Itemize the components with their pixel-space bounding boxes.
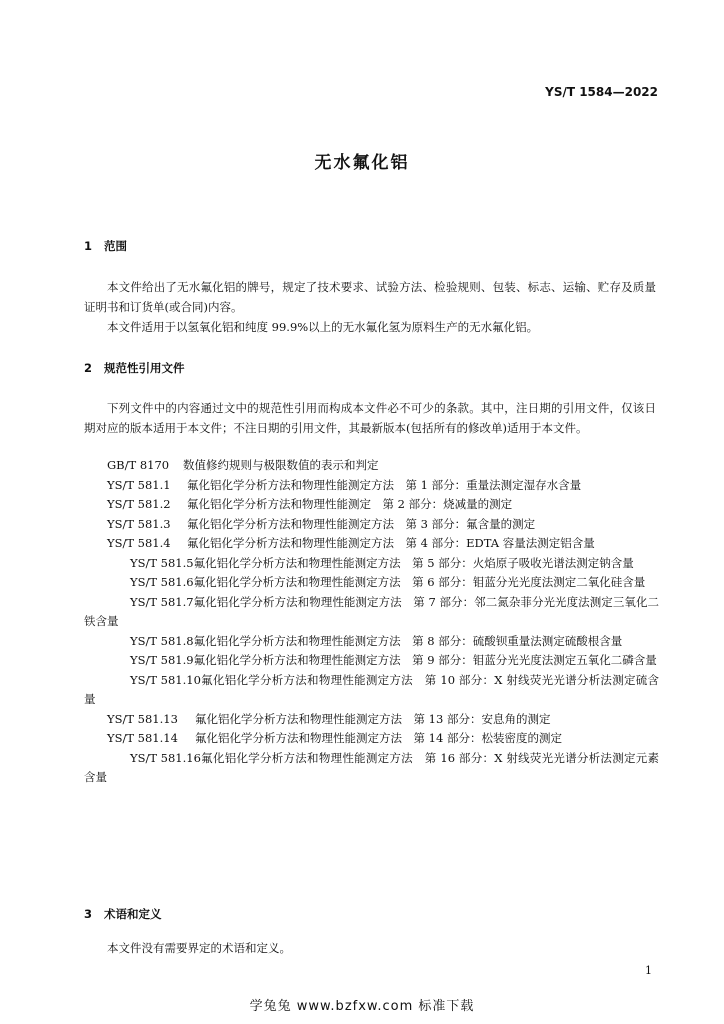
reference-code: YS/T 581.6	[130, 575, 194, 589]
reference-item	[84, 710, 659, 730]
reference-code: YS/T 581.3	[107, 516, 171, 531]
document-title: 无水氟化铝	[314, 153, 410, 173]
reference-code: YS/T 581.13	[107, 711, 178, 726]
standard-code: YS/T 1584—2022	[545, 85, 658, 99]
reference-title: 氟化铝化学分析方法和物理性能测定方法 第 1 部分：重量法测定湿存水含量	[187, 477, 582, 492]
reference-code: YS/T 581.1	[107, 477, 171, 492]
section-1-paragraph-2: 本文件适用于以氢氧化铝和纯度 99.9%以上的无水氟化氢为原料生产的无水氟化铝。	[107, 320, 539, 334]
reference-code: YS/T 581.8	[130, 633, 194, 648]
reference-item	[84, 593, 659, 632]
reference-item	[84, 632, 659, 652]
reference-item	[84, 554, 659, 574]
reference-code: YS/T 581.9	[130, 653, 194, 667]
reference-item	[84, 495, 659, 515]
section-title: 范围	[104, 239, 127, 253]
section-number: 2	[84, 361, 93, 375]
reference-code: YS/T 581.5	[130, 555, 194, 570]
section-number: 1	[84, 239, 93, 253]
reference-item	[84, 671, 659, 710]
normative-references-list	[84, 456, 659, 788]
section-number: 3	[84, 907, 93, 921]
section-3-heading	[84, 906, 162, 922]
reference-title: 氟化铝化学分析方法和物理性能测定方法 第 8 部分：硫酸钡重量法测定硫酸根含量	[193, 633, 623, 648]
reference-item	[84, 534, 659, 554]
reference-code: YS/T 581.2	[107, 497, 171, 511]
reference-code: GB/T 8170	[107, 458, 170, 472]
reference-title: 氟化铝化学分析方法和物理性能测定方法 第 5 部分：火焰原子吸收光谱法测定钠含量	[193, 555, 634, 570]
reference-code: YS/T 581.16	[130, 750, 201, 765]
reference-title: 氟化铝化学分析方法和物理性能测定 第 2 部分：烧减量的测定	[187, 497, 513, 511]
section-2-paragraph-1: 下列文件中的内容通过文中的规范性引用而构成本文件必不可少的条款。其中，注日期的引用文件，仅该日期对应的版本适用于本文件；不注日期的引用文件，其最新版本(包括所有的修改单)适用于本文件。	[84, 401, 656, 435]
reference-code: YS/T 581.7	[130, 594, 194, 609]
reference-title: 氟化铝化学分析方法和物理性能测定方法 第 16 部分：X 射线荧光光谱分析法测定元素含量	[84, 750, 659, 784]
reference-title: 数值修约规则与极限数值的表示和判定	[183, 458, 379, 472]
section-title: 规范性引用文件	[104, 361, 185, 375]
reference-title: 氟化铝化学分析方法和物理性能测定方法 第 6 部分：钼蓝分光光度法测定二氧化硅含量	[193, 575, 646, 589]
section-title: 术语和定义	[104, 907, 162, 921]
section-1-paragraph-1: 本文件给出了无水氟化铝的牌号，规定了技术要求、试验方法、检验规则、包装、标志、运输、贮存及质量证明书和订货单(或合同)内容。	[84, 280, 656, 314]
reference-code: YS/T 581.10	[130, 672, 201, 687]
reference-item	[84, 456, 659, 476]
section-3-paragraph-1: 本文件没有需要界定的术语和定义。	[107, 941, 291, 955]
reference-title: 氟化铝化学分析方法和物理性能测定方法 第 7 部分：邻二氮杂菲分光光度法测定三氧化二铁含量	[84, 594, 659, 628]
reference-item	[84, 651, 659, 671]
section-1-heading	[84, 238, 127, 254]
reference-item	[84, 729, 659, 749]
reference-item	[84, 476, 659, 496]
watermark-footer: 学兔兔 www.bzfxw.com 标准下载	[249, 999, 475, 1014]
reference-title: 氟化铝化学分析方法和物理性能测定方法 第 10 部分：X 射线荧光光谱分析法测定硫含量	[84, 672, 659, 706]
reference-title: 氟化铝化学分析方法和物理性能测定方法 第 13 部分：安息角的测定	[195, 711, 551, 726]
reference-item	[84, 573, 659, 593]
section-2-heading	[84, 360, 185, 376]
reference-title: 氟化铝化学分析方法和物理性能测定方法 第 3 部分：氟含量的测定	[187, 516, 536, 531]
reference-title: 氟化铝化学分析方法和物理性能测定方法 第 9 部分：钼蓝分光光度法测定五氧化二磷含量	[193, 653, 657, 667]
reference-item	[84, 749, 659, 788]
reference-code: YS/T 581.4	[107, 536, 171, 550]
reference-code: YS/T 581.14	[107, 731, 178, 745]
reference-title: 氟化铝化学分析方法和物理性能测定方法 第 14 部分：松装密度的测定	[195, 731, 562, 745]
page-number: 1	[645, 964, 652, 977]
reference-title: 氟化铝化学分析方法和物理性能测定方法 第 4 部分：EDTA 容量法测定铝含量	[187, 536, 595, 550]
reference-item	[84, 515, 659, 535]
